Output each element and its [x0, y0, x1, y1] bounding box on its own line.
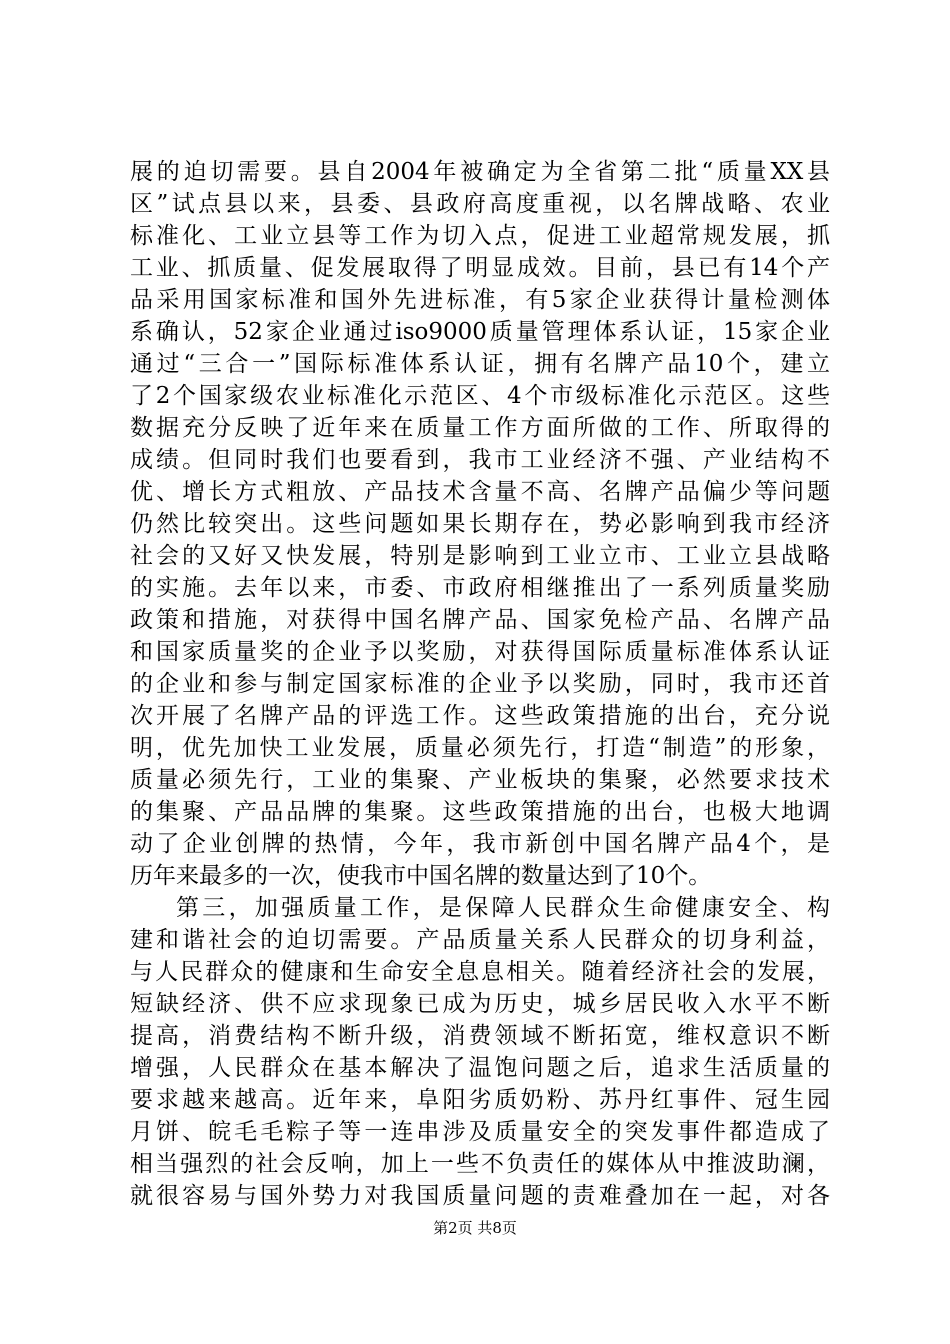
text-line: 短缺经济、供不应求现象已成为历史，城乡居民收入水平不断 [130, 991, 830, 1017]
text-line: 通过“三合一”国际标准体系认证，拥有名牌产品10个，建立 [130, 351, 830, 377]
text-line: 明，优先加快工业发展，质量必须先行，打造“制造”的形象， [130, 735, 830, 761]
text-line: 的集聚、产品品牌的集聚。这些政策措施的出台，也极大地调 [130, 799, 830, 825]
text-line: 优、增长方式粗放、产品技术含量不高、名牌产品偏少等问题 [130, 479, 830, 505]
page-footer [0, 1218, 950, 1238]
text-line: 次开展了名牌产品的评选工作。这些政策措施的出台，充分说 [130, 703, 830, 729]
text-line: 要求越来越高。近年来，阜阳劣质奶粉、苏丹红事件、冠生园 [130, 1087, 830, 1113]
text-line: 月饼、皖毛毛粽子等一连串涉及质量安全的突发事件都造成了 [130, 1119, 830, 1145]
text-line: 就很容易与国外势力对我国质量问题的责难叠加在一起，对各 [130, 1183, 830, 1209]
text-line: 工业、抓质量、促发展取得了明显成效。目前，县已有14个产 [130, 255, 830, 281]
body-text [130, 156, 830, 1212]
text-line: 相当强烈的社会反响，加上一些不负责任的媒体从中推波助澜， [130, 1151, 830, 1177]
page-number: 第2页 共8页 [433, 1219, 517, 1237]
paragraph-start-line: 第三，加强质量工作，是保障人民群众生命健康安全、构 [176, 895, 830, 921]
text-line: 区”试点县以来，县委、县政府高度重视，以名牌战略、农业 [130, 191, 830, 217]
text-line: 社会的又好又快发展，特别是影响到工业立市、工业立县战略 [130, 543, 830, 569]
text-line: 仍然比较突出。这些问题如果长期存在，势必影响到我市经济 [130, 511, 830, 537]
text-line: 提高，消费结构不断升级，消费领域不断拓宽，维权意识不断 [130, 1023, 830, 1049]
text-line: 动了企业创牌的热情，今年，我市新创中国名牌产品4个，是 [130, 831, 830, 857]
text-line: 展的迫切需要。县自2004年被确定为全省第二批“质量XX县 [130, 159, 830, 185]
text-line: 品采用国家标准和国外先进标准，有5家企业获得计量检测体 [130, 287, 830, 313]
text-line: 与人民群众的健康和生命安全息息相关。随着经济社会的发展， [130, 959, 830, 985]
text-line: 成绩。但同时我们也要看到，我市工业经济不强、产业结构不 [130, 447, 830, 473]
text-line: 系确认，52家企业通过iso9000质量管理体系认证，15家企业 [130, 319, 830, 345]
text-line: 了2个国家级农业标准化示范区、4个市级标准化示范区。这些 [130, 383, 830, 409]
text-line: 的企业和参与制定国家标准的企业予以奖励，同时，我市还首 [130, 671, 830, 697]
text-line: 质量必须先行，工业的集聚、产业板块的集聚，必然要求技术 [130, 767, 830, 793]
text-line: 数据充分反映了近年来在质量工作方面所做的工作、所取得的 [130, 415, 830, 441]
text-line: 的实施。去年以来，市委、市政府相继推出了一系列质量奖励 [130, 575, 830, 601]
text-line: 和国家质量奖的企业予以奖励，对获得国际质量标准体系认证 [130, 639, 830, 665]
text-line: 增强，人民群众在基本解决了温饱问题之后，追求生活质量的 [130, 1055, 830, 1081]
text-line: 政策和措施，对获得中国名牌产品、国家免检产品、名牌产品 [130, 607, 830, 633]
text-line: 标准化、工业立县等工作为切入点，促进工业超常规发展，抓 [130, 223, 830, 249]
text-line: 建和谐社会的迫切需要。产品质量关系人民群众的切身利益， [130, 927, 830, 953]
text-line: 历年来最多的一次，使我市中国名牌的数量达到了10个。 [130, 863, 712, 889]
